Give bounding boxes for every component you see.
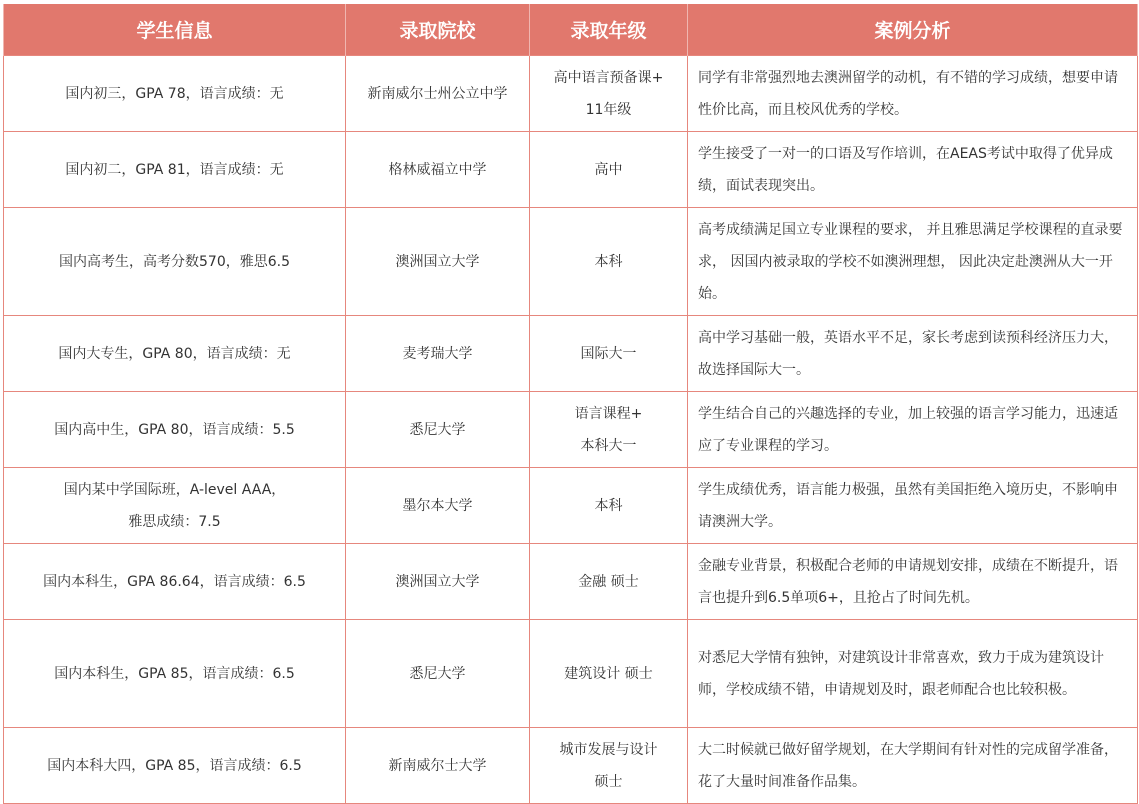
table-row [4, 208, 1138, 316]
cell-admitted-grade: 金融 硕士 [530, 544, 688, 620]
cell-student-info: 国内某中学国际班，A-level AAA， 雅思成绩：7.5 [4, 468, 346, 544]
header-admitted-grade: 录取年级 [530, 4, 688, 56]
header-row [4, 4, 1138, 56]
cell-admitted-grade: 建筑设计 硕士 [530, 620, 688, 728]
cell-student-info: 国内大专生，GPA 80，语言成绩：无 [4, 316, 346, 392]
cell-case-analysis: 高中学习基础一般，英语水平不足，家长考虑到读预科经济压力大，故选择国际大一。 [688, 316, 1138, 392]
cell-admitted-grade: 城市发展与设计 硕士 [530, 728, 688, 804]
cell-case-analysis: 金融专业背景，积极配合老师的申请规划安排，成绩在不断提升，语言也提升到6.5单项6+，且抢占了时间先机。 [688, 544, 1138, 620]
cell-admitted-grade: 本科 [530, 468, 688, 544]
cell-case-analysis: 高考成绩满足国立专业课程的要求， 并且雅思满足学校课程的直录要求， 因国内被录取的学校不如澳洲理想， 因此决定赴澳洲从大一开始。 [688, 208, 1138, 316]
cell-admitted-grade: 本科 [530, 208, 688, 316]
cell-case-analysis: 大二时候就已做好留学规划，在大学期间有针对性的完成留学准备，花了大量时间准备作品集。 [688, 728, 1138, 804]
cell-case-analysis: 学生结合自己的兴趣选择的专业，加上较强的语言学习能力，迅速适应了专业课程的学习。 [688, 392, 1138, 468]
cell-case-analysis: 学生接受了一对一的口语及写作培训，在AEAS考试中取得了优异成绩，面试表现突出。 [688, 132, 1138, 208]
cell-student-info: 国内本科生，GPA 86.64，语言成绩：6.5 [4, 544, 346, 620]
cell-case-analysis: 对悉尼大学情有独钟，对建筑设计非常喜欢，致力于成为建筑设计师，学校成绩不错，申请规划及时，跟老师配合也比较积极。 [688, 620, 1138, 728]
cell-admitted-school: 麦考瑞大学 [346, 316, 530, 392]
table-row [4, 620, 1138, 728]
cell-admitted-grade: 高中 [530, 132, 688, 208]
cell-student-info: 国内高考生，高考分数570，雅思6.5 [4, 208, 346, 316]
cell-admitted-school: 新南威尔士大学 [346, 728, 530, 804]
header-case-analysis: 案例分析 [688, 4, 1138, 56]
cell-admitted-school: 澳洲国立大学 [346, 208, 530, 316]
cell-student-info: 国内初二，GPA 81，语言成绩：无 [4, 132, 346, 208]
admission-cases-table [3, 4, 1138, 804]
table-row [4, 728, 1138, 804]
cell-case-analysis: 同学有非常强烈地去澳洲留学的动机，有不错的学习成绩，想要申请性价比高，而且校风优秀的学校。 [688, 56, 1138, 132]
cell-student-info: 国内初三，GPA 78，语言成绩：无 [4, 56, 346, 132]
header-admitted-school: 录取院校 [346, 4, 530, 56]
table-row [4, 468, 1138, 544]
header-student-info: 学生信息 [4, 4, 346, 56]
cell-admitted-grade: 国际大一 [530, 316, 688, 392]
cell-admitted-grade: 语言课程+ 本科大一 [530, 392, 688, 468]
cell-admitted-school: 新南威尔士州公立中学 [346, 56, 530, 132]
table-row [4, 392, 1138, 468]
cell-admitted-school: 悉尼大学 [346, 392, 530, 468]
cell-admitted-school: 墨尔本大学 [346, 468, 530, 544]
cell-admitted-school: 格林威福立中学 [346, 132, 530, 208]
table-row [4, 544, 1138, 620]
cell-student-info: 国内本科大四，GPA 85，语言成绩：6.5 [4, 728, 346, 804]
table-row [4, 56, 1138, 132]
cell-student-info: 国内本科生，GPA 85，语言成绩：6.5 [4, 620, 346, 728]
cell-student-info: 国内高中生，GPA 80，语言成绩：5.5 [4, 392, 346, 468]
table-row [4, 316, 1138, 392]
cell-admitted-school: 悉尼大学 [346, 620, 530, 728]
cell-admitted-grade: 高中语言预备课+ 11年级 [530, 56, 688, 132]
table-row [4, 132, 1138, 208]
cell-case-analysis: 学生成绩优秀，语言能力极强，虽然有美国拒绝入境历史，不影响申请澳洲大学。 [688, 468, 1138, 544]
cell-admitted-school: 澳洲国立大学 [346, 544, 530, 620]
